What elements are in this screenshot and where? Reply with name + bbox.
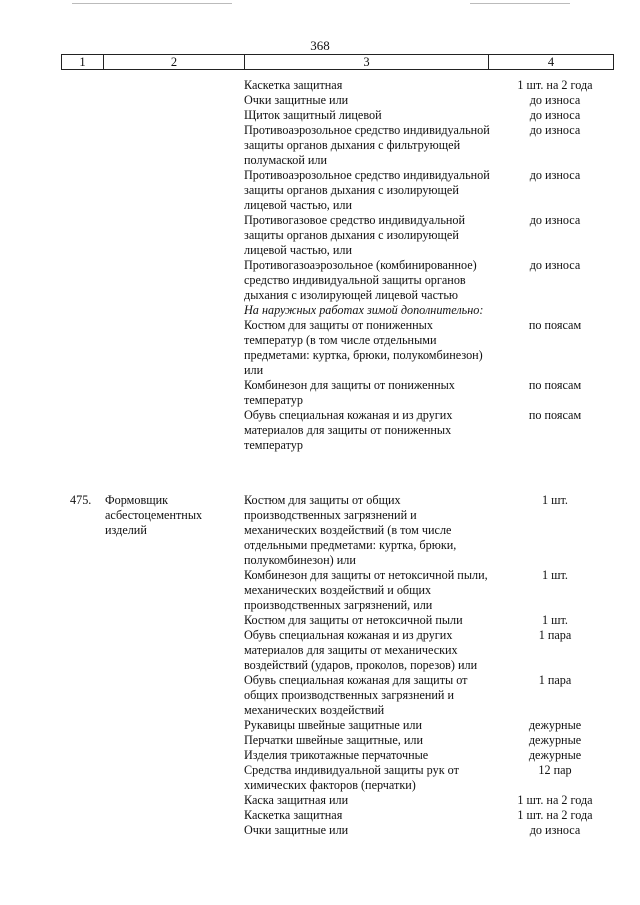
list-item: Обувь специальная кожаная и из других материалов для защиты от механических воздействий (ударов, проколов, порезов) или 1 пара [244, 628, 492, 673]
header-col-2: 2 [103, 55, 244, 69]
issue-norm: до износа [529, 93, 581, 107]
list-item: Перчатки швейные защитные, или дежурные [244, 733, 492, 748]
issue-norm: 1 пара [538, 628, 572, 642]
list-item: Рукавицы швейные защитные или дежурные [244, 718, 492, 733]
header-col-3: 3 [244, 55, 488, 69]
list-item: Каскетка защитная 1 шт. на 2 года [244, 808, 492, 823]
profession-name: Формовщик асбестоцементных изделий [105, 493, 203, 537]
list-item: Противоаэрозольное средство индивидуальной защиты органов дыхания с фильтрующей полумаской или до износа [244, 123, 492, 168]
issue-norm: 1 шт. на 2 года [517, 808, 593, 822]
issue-norm: по поясам [528, 378, 582, 392]
issue-norm: дежурные [528, 733, 582, 747]
section-subheading: На наружных работах зимой дополнительно: [244, 303, 484, 317]
list-item: Противогазоаэрозольное (комбинированное) средство индивидуальной защиты органов дыхания с изолирующей лицевой частью до износа [244, 258, 492, 303]
issue-norm: до износа [529, 108, 581, 122]
issue-norm: дежурные [528, 718, 582, 732]
list-item: Каска защитная или 1 шт. на 2 года [244, 793, 492, 808]
list-item: Средства индивидуальной защиты рук от химических факторов (перчатки) 12 пар [244, 763, 492, 793]
issue-norm: 1 шт. [542, 568, 568, 582]
list-item: Каскетка защитная 1 шт. на 2 года [244, 78, 492, 93]
issue-norm: до износа [529, 213, 581, 227]
header-col-4: 4 [488, 55, 613, 69]
issue-norm: 12 пар [538, 763, 572, 777]
list-item: Изделия трикотажные перчаточные дежурные [244, 748, 492, 763]
issue-norm: по поясам [528, 318, 582, 332]
item-list [244, 78, 593, 453]
header-col-1: 1 [79, 55, 86, 69]
row-number: 475. [70, 493, 92, 507]
page-number: 368 [310, 38, 330, 53]
item-list [244, 493, 593, 838]
list-item: Обувь специальная кожаная и из других материалов для защиты от пониженных температур по поясам [244, 408, 492, 453]
scan-line-right [470, 3, 570, 4]
list-item: Очки защитные или до износа [244, 93, 492, 108]
list-item: Костюм для защиты от общих производственных загрязнений и механических воздействий (в том числе отдельными предметами: куртка, брюки, полукомбинезон) или 1 шт. [244, 493, 492, 568]
list-item: Очки защитные или до износа [244, 823, 492, 838]
issue-norm: по поясам [528, 408, 582, 422]
issue-norm: дежурные [528, 748, 582, 762]
issue-norm: 1 шт. на 2 года [517, 793, 593, 807]
scan-line-left [72, 3, 232, 4]
issue-norm: до износа [529, 123, 581, 137]
list-item: Костюм для защиты от пониженных температур (в том числе отдельными предметами: куртка, брюки, полукомбинезон) или по поясам [244, 318, 492, 378]
table-header [61, 54, 614, 70]
issue-norm: 1 шт. [542, 613, 568, 627]
issue-norm: до износа [529, 168, 581, 182]
list-item: Комбинезон для защиты от пониженных температур по поясам [244, 378, 492, 408]
list-item: Комбинезон для защиты от нетоксичной пыли, механических воздействий и общих производственных загрязнений, или 1 шт. [244, 568, 492, 613]
list-item: Щиток защитный лицевой до износа [244, 108, 492, 123]
issue-norm: до износа [529, 823, 581, 837]
issue-norm: 1 шт. [542, 493, 568, 507]
list-item: Обувь специальная кожаная для защиты от общих производственных загрязнений и механических воздействий 1 пара [244, 673, 492, 718]
list-item: Костюм для защиты от нетоксичной пыли 1 шт. [244, 613, 492, 628]
issue-norm: 1 шт. на 2 года [517, 78, 593, 92]
issue-norm: до износа [529, 258, 581, 272]
list-item: Противогазовое средство индивидуальной защиты органов дыхания с изолирующей лицевой частью, или до износа [244, 213, 492, 258]
list-item: Противоаэрозольное средство индивидуальной защиты органов дыхания с изолирующей лицевой частью, или до износа [244, 168, 492, 213]
issue-norm: 1 пара [538, 673, 572, 687]
